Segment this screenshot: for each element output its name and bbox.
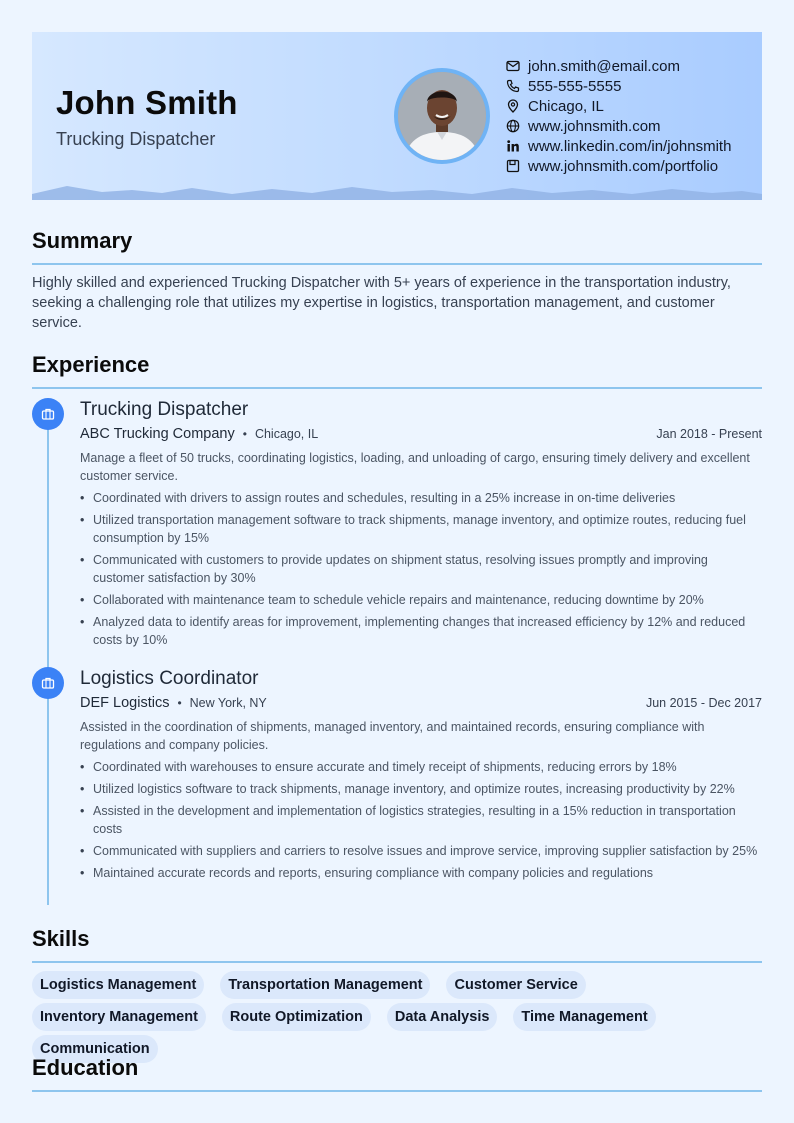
job-achievements xyxy=(80,489,762,649)
timeline-marker xyxy=(32,667,64,699)
job-company: ABC Trucking Company xyxy=(80,426,235,442)
list-item: • Utilized transportation management software to track shipments, manage inventory, and optimize routes, reducing fuel consumption by 15% xyxy=(80,511,762,547)
phone-icon xyxy=(506,79,520,93)
list-item: • Coordinated with drivers to assign routes and schedules, resulting in a 25% increase in on-time deliveries xyxy=(80,489,762,507)
skills-list xyxy=(32,971,772,1067)
portfolio-icon xyxy=(506,159,520,173)
job-dates: Jun 2015 - Dec 2017 xyxy=(645,696,762,710)
contact-text: www.johnsmith.com xyxy=(528,117,661,135)
contact-text: www.johnsmith.com/portfolio xyxy=(528,157,719,175)
education-heading: Education xyxy=(32,1055,139,1080)
skill-chip: Time Management xyxy=(513,1003,655,1031)
list-item: • Communicated with suppliers and carriers to resolve issues and improve service, improving supplier satisfaction by 25% xyxy=(80,842,762,860)
job-description: Manage a fleet of 50 trucks, coordinating logistics, loading, and unloading of cargo, ensuring timely delivery and excellent customer service. xyxy=(80,451,750,483)
job-meta xyxy=(80,694,762,716)
contact-linkedin[interactable] xyxy=(506,136,731,156)
job-company: DEF Logistics xyxy=(80,695,170,711)
contact-text: www.linkedin.com/in/johnsmith xyxy=(528,137,732,155)
job-description: Assisted in the coordination of shipments, managed inventory, and maintained records, ensuring compliance with regulations and company policies. xyxy=(80,720,705,752)
resume-header xyxy=(32,32,762,200)
education-divider xyxy=(32,1090,762,1092)
job-location: Chicago, IL xyxy=(254,427,319,441)
skill-chip: Transportation Management xyxy=(220,971,430,999)
experience-divider xyxy=(32,387,762,389)
experience-item xyxy=(80,668,762,886)
list-item: • Utilized logistics software to track shipments, manage inventory, and optimize routes, increasing productivity by 22% xyxy=(80,780,762,798)
contact-email[interactable] xyxy=(506,56,731,76)
summary-text: Highly skilled and experienced Trucking Dispatcher with 5+ years of experience in the transportation industry, seeking a challenging role that utilizes my expertise in logistics, transportation management, and customer service. xyxy=(32,275,731,331)
timeline-line xyxy=(47,420,49,905)
contact-text: 555-555-5555 xyxy=(528,77,622,95)
skill-chip: Customer Service xyxy=(446,971,585,999)
list-item: • Assisted in the development and implementation of logistics strategies, resulting in a 15% reduction in transportation costs xyxy=(80,802,762,838)
job-achievements xyxy=(80,758,762,882)
skill-chip: Inventory Management xyxy=(32,1003,206,1031)
candidate-name: John Smith xyxy=(56,84,238,121)
skills-divider xyxy=(32,961,762,963)
header-decoration xyxy=(32,184,762,200)
meta-separator: • xyxy=(177,696,182,710)
list-item: • Analyzed data to identify areas for improvement, implementing changes that increased efficiency by 12% and reduced costs by 10% xyxy=(80,613,762,649)
experience-heading: Experience xyxy=(32,352,150,377)
experience-item xyxy=(80,399,762,653)
location-icon xyxy=(506,99,520,113)
profile-photo xyxy=(394,68,490,164)
contact-list xyxy=(506,56,731,176)
job-location: New York, NY xyxy=(189,696,267,710)
job-role: Trucking Dispatcher xyxy=(80,399,249,420)
skills-heading: Skills xyxy=(32,926,90,951)
skill-chip: Route Optimization xyxy=(222,1003,371,1031)
summary-divider xyxy=(32,263,762,265)
contact-portfolio[interactable] xyxy=(506,156,731,176)
job-meta xyxy=(80,425,762,447)
list-item: • Communicated with customers to provide updates on shipment status, resolving issues promptly and improving customer satisfaction by 30% xyxy=(80,551,762,587)
linkedin-icon xyxy=(506,139,520,153)
globe-icon xyxy=(506,119,520,133)
contact-location xyxy=(506,96,731,116)
briefcase-icon xyxy=(41,676,55,690)
contact-text: Chicago, IL xyxy=(528,97,604,115)
contact-website[interactable] xyxy=(506,116,731,136)
job-role: Logistics Coordinator xyxy=(80,668,259,689)
list-item: • Maintained accurate records and reports, ensuring compliance with company policies and regulations xyxy=(80,864,762,882)
list-item: • Coordinated with warehouses to ensure accurate and timely receipt of shipments, reducing errors by 18% xyxy=(80,758,762,776)
contact-text: john.smith@email.com xyxy=(528,57,680,75)
job-dates: Jan 2018 - Present xyxy=(656,427,762,441)
list-item: • Collaborated with maintenance team to schedule vehicle repairs and maintenance, reducing downtime by 20% xyxy=(80,591,762,609)
contact-phone[interactable] xyxy=(506,76,731,96)
briefcase-icon xyxy=(41,407,55,421)
skill-chip: Logistics Management xyxy=(32,971,204,999)
candidate-title: Trucking Dispatcher xyxy=(56,129,216,149)
skill-chip: Data Analysis xyxy=(387,1003,498,1031)
email-icon xyxy=(506,59,520,73)
timeline-marker xyxy=(32,398,64,430)
skill-chip: Communication xyxy=(32,1035,158,1063)
meta-separator: • xyxy=(242,427,247,441)
summary-heading: Summary xyxy=(32,228,133,253)
